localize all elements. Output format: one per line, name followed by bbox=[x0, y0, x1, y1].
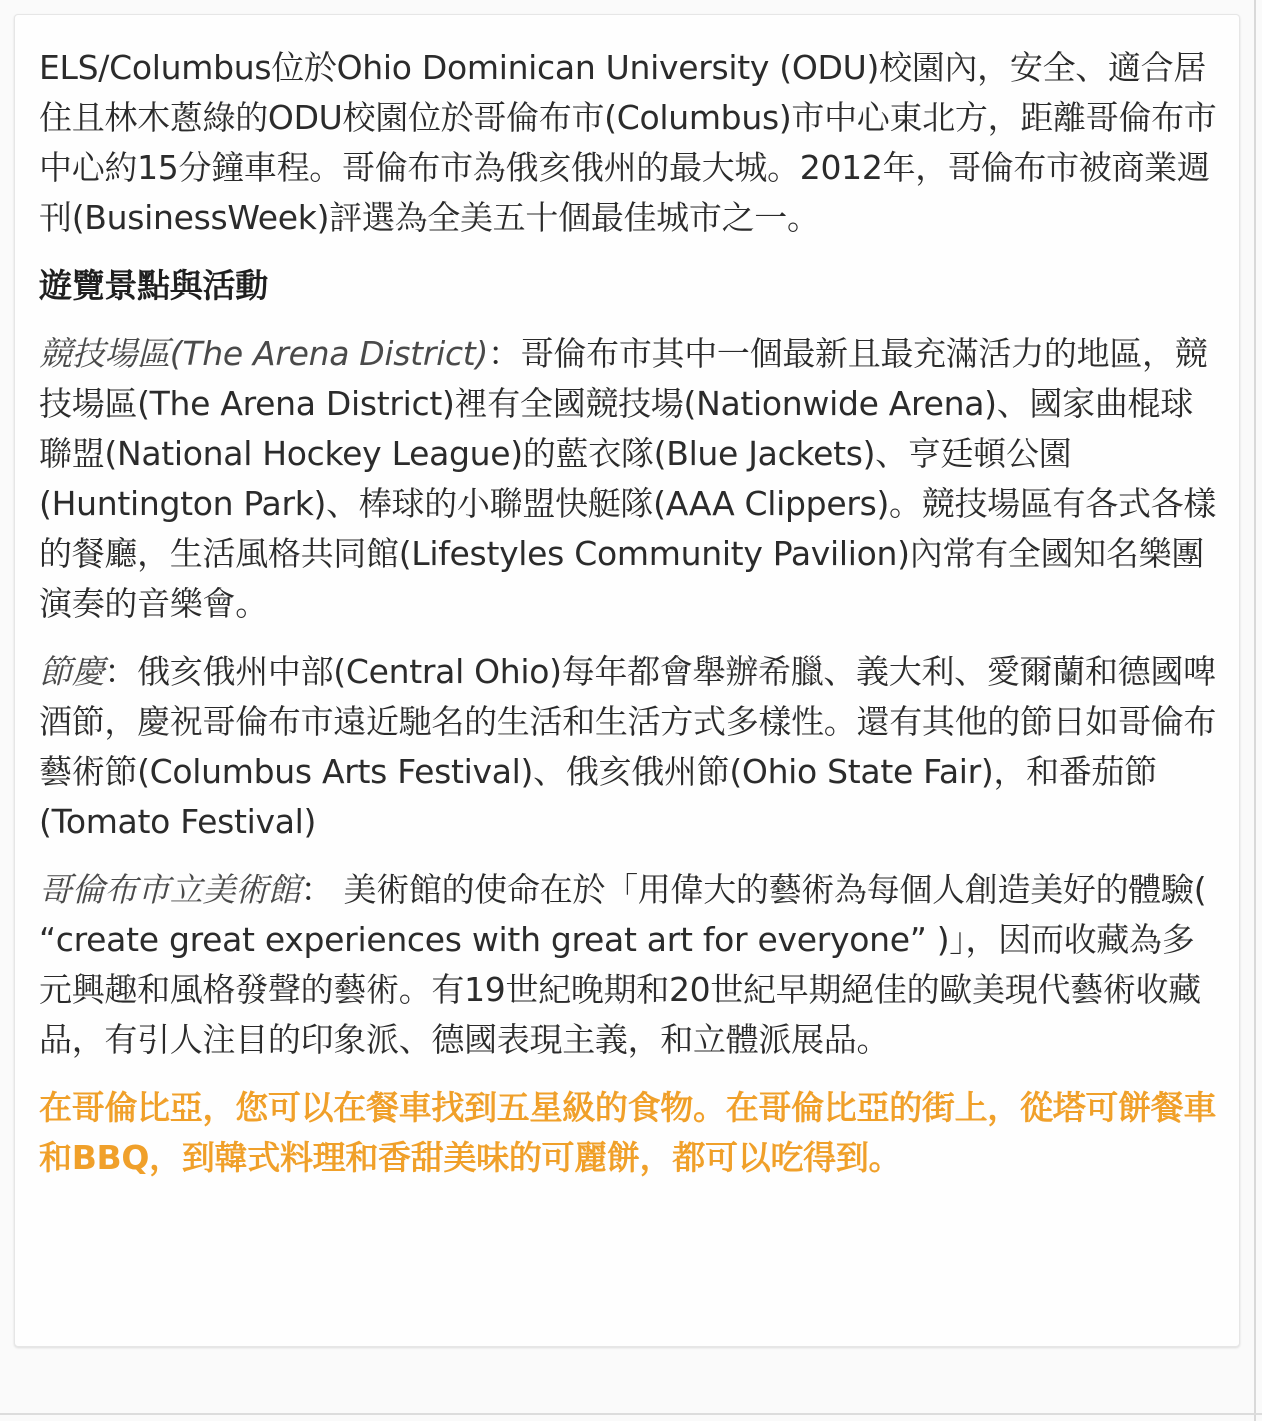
arena-text: ：哥倫布市其中一個最新且最充滿活力的地區，競技場區(The Arena District)裡有全國競技場(Nationwide Arena)、國家曲棍球聯盟(National Hockey League)的藍衣隊(Blue Jackets)、亨廷頓公園(Huntington Park)、棒球的小聯盟快艇隊(AAA Clippers)。競技場區有各式各樣的餐廳，生活風格共同館(Lifestyles Community Pavilion)內常有全國知名樂團演奏的音樂會。 bbox=[39, 334, 1217, 623]
document-body bbox=[39, 43, 1225, 1183]
arena-paragraph bbox=[39, 329, 1225, 629]
festivals-text: ：俄亥俄州中部(Central Ohio)每年都會舉辦希臘、義大利、愛爾蘭和德國啤酒節，慶祝哥倫布市遠近馳名的生活和生活方式多樣性。還有其他的節日如哥倫布藝術節(Columbus Arts Festival)、俄亥俄州節(Ohio State Fair)，和番茄節(Tomato Festival) bbox=[39, 652, 1217, 841]
festivals-paragraph bbox=[39, 647, 1225, 847]
museum-term: 哥倫布市立美術館 bbox=[39, 870, 301, 909]
intro-paragraph: ELS/Columbus位於Ohio Dominican University (ODU)校園內，安全、適合居住且林木蔥綠的ODU校園位於哥倫布市(Columbus)市中心東北方，距離哥倫布市中心約15分鐘車程。哥倫布市為俄亥俄州的最大城。2012年，哥倫布市被商業週刊(BusinessWeek)評選為全美五十個最佳城市之一。 bbox=[39, 48, 1217, 237]
museum-paragraph bbox=[39, 865, 1225, 1065]
scan-edge-right bbox=[1254, 0, 1256, 1421]
festivals-term: 節慶 bbox=[39, 652, 105, 691]
section-heading: 遊覽景點與活動 bbox=[39, 266, 268, 305]
scan-edge-bottom bbox=[0, 1413, 1262, 1415]
content-card bbox=[14, 14, 1240, 1347]
food-truck-highlight: 在哥倫比亞，您可以在餐車找到五星級的食物。在哥倫比亞的街上，從塔可餅餐車和BBQ，到韓式料理和香甜美味的可麗餅，都可以吃得到。 bbox=[39, 1088, 1217, 1177]
museum-text: ： 美術館的使命在於「用偉大的藝術為每個人創造美好的體驗( “create great experiences with great art for everyone” )」，因而收藏為多元興趣和風格發聲的藝術。有19世紀晚期和20世紀早期絕佳的歐美現代藝術收藏品，有引人注目的印象派、德國表現主義，和立體派展品。 bbox=[39, 870, 1207, 1059]
arena-term: 競技場區(The Arena District) bbox=[39, 334, 489, 373]
